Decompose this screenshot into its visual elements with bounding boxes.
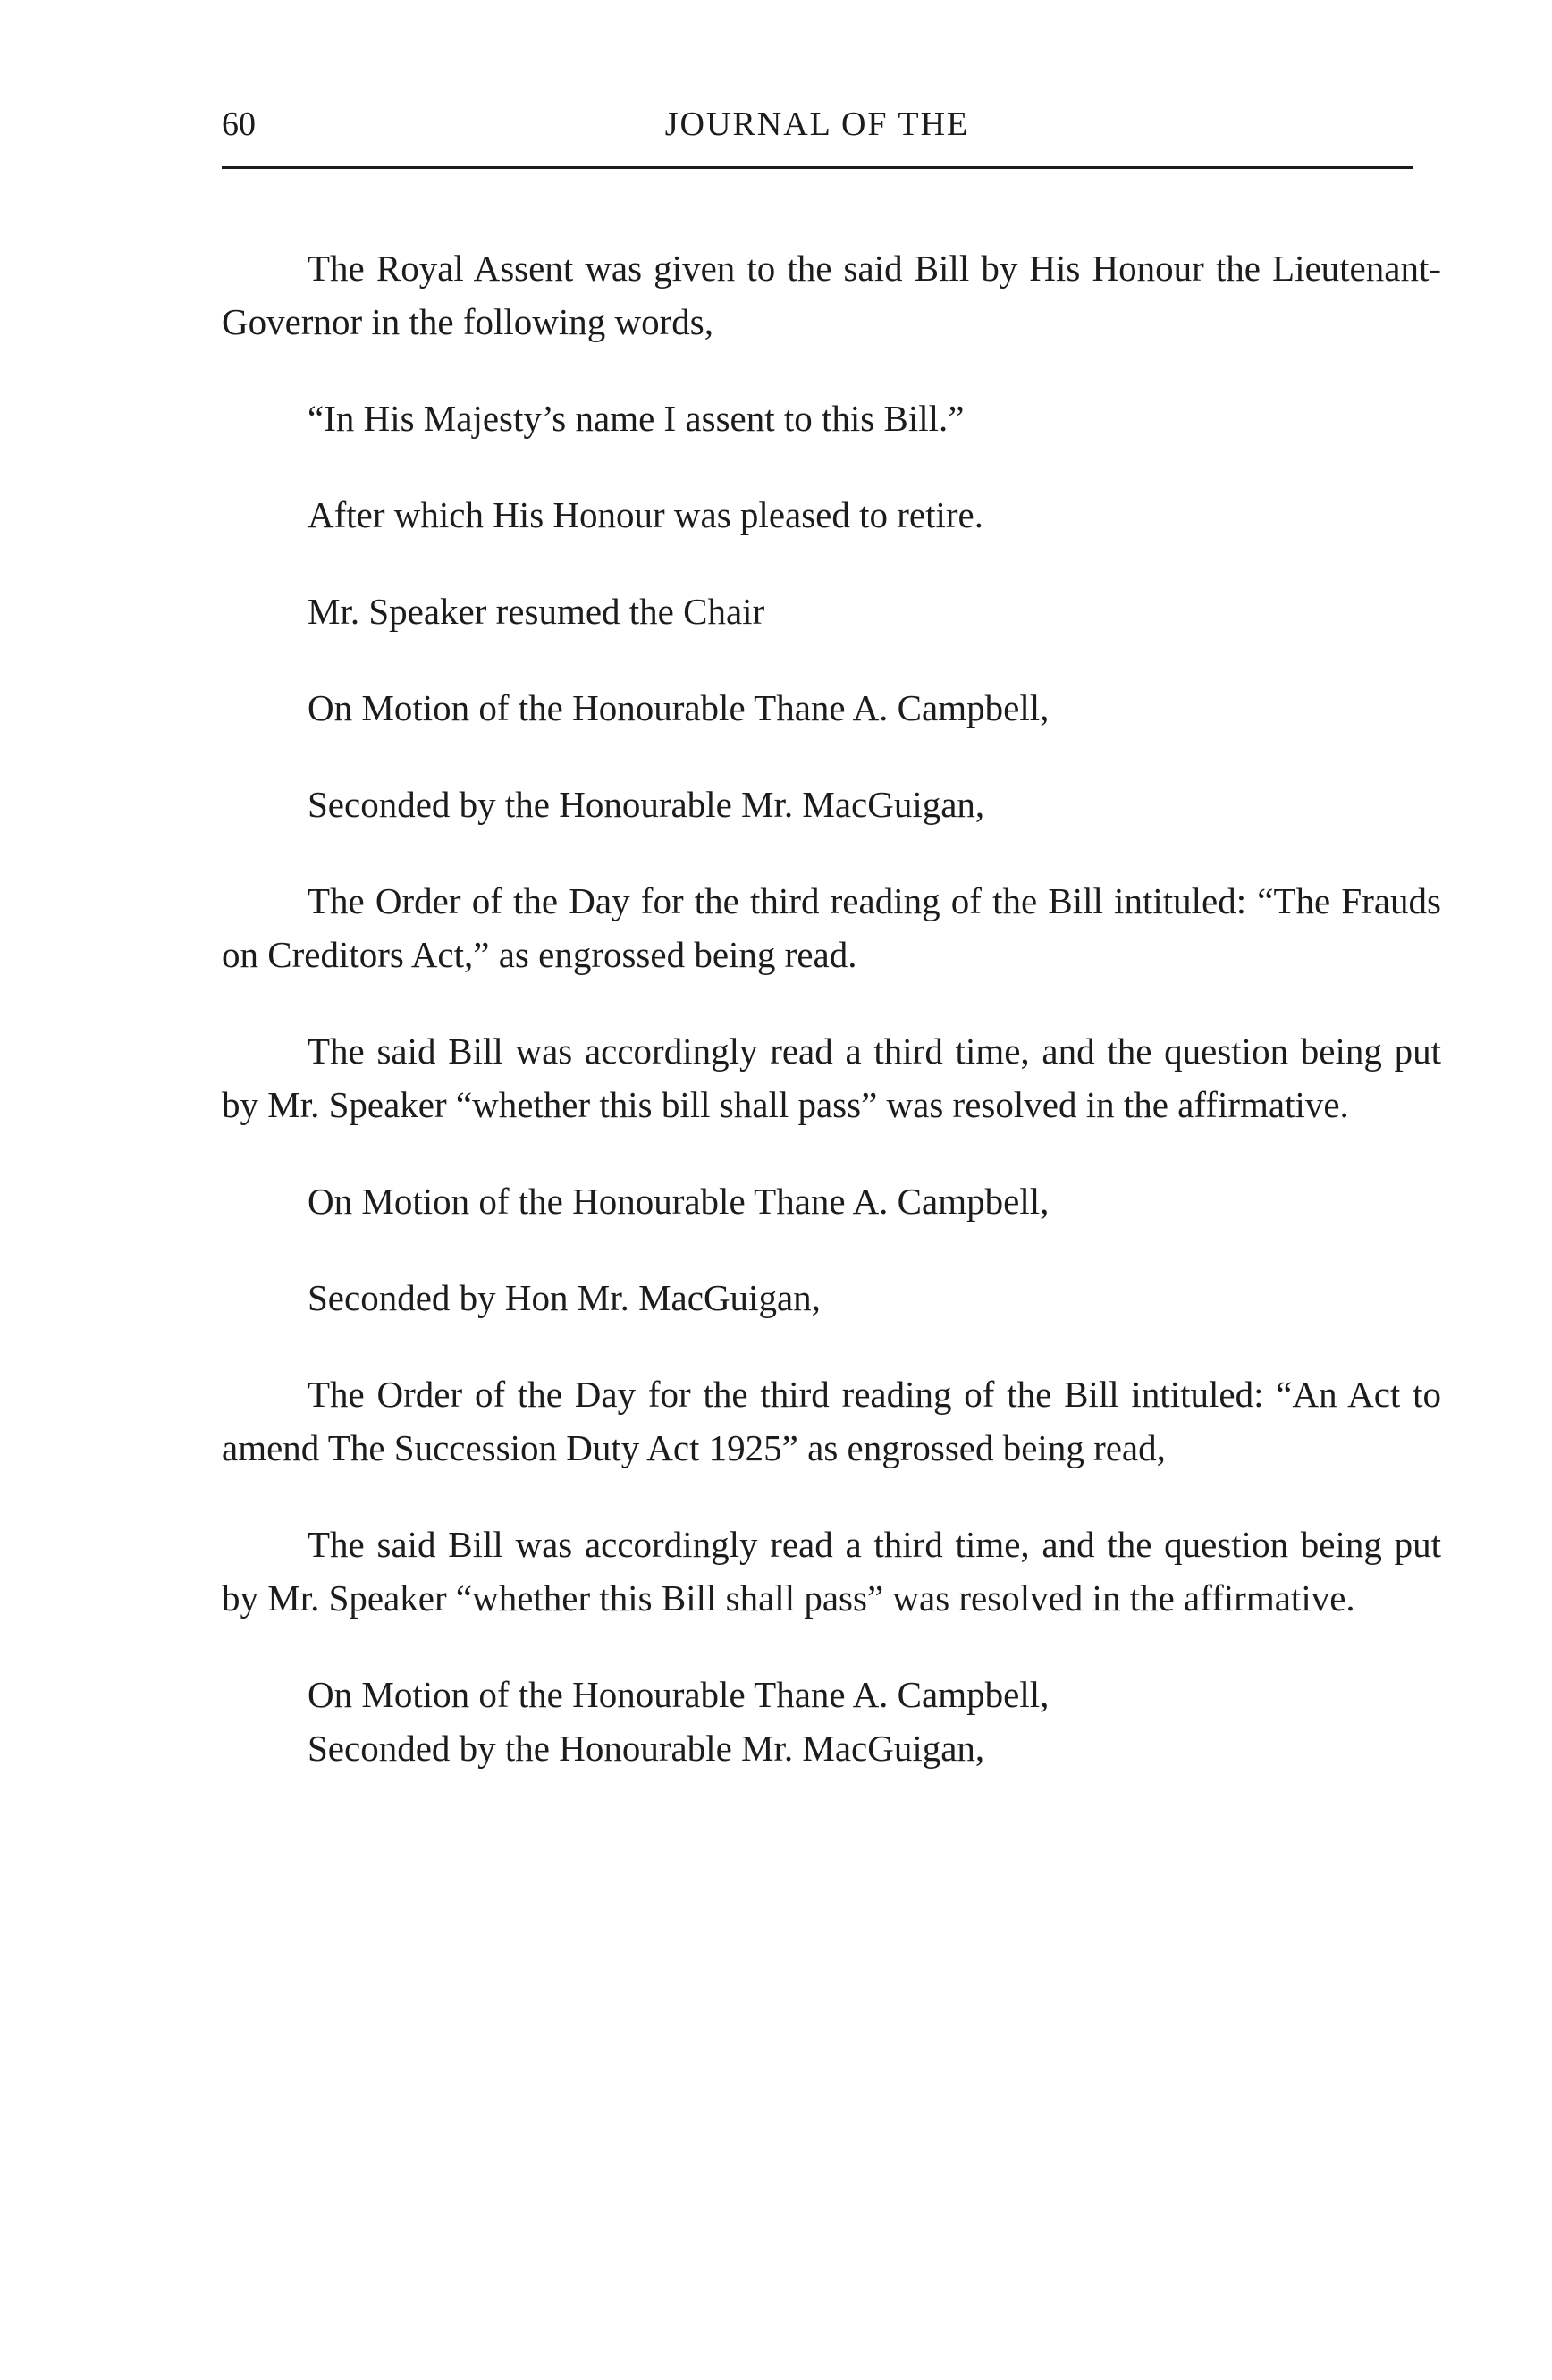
paragraph-motion-1: On Motion of the Honourable Thane A. Campbell, xyxy=(308,687,1050,728)
paragraph-assent-words: “In His Majesty’s name I assent to this Bill.” xyxy=(308,398,965,439)
paragraph-order-succession-act: The Order of the Day for the third reading of the Bill intituled: “An Act to amend The Succession Duty Act 1925” as engrossed being read, xyxy=(222,1374,1441,1468)
paragraph-third-reading-2: The said Bill was accordingly read a third time, and the question being put by Mr. Speaker “whether this Bill shall pass” was resolved in the affirmative. xyxy=(222,1524,1441,1619)
page-number: 60 xyxy=(222,105,256,143)
paragraph-seconded-1: Seconded by the Honourable Mr. MacGuigan, xyxy=(308,784,985,825)
page-header xyxy=(222,104,1413,157)
paragraph-speaker-resumed: Mr. Speaker resumed the Chair xyxy=(308,591,765,632)
paragraph-order-frauds-act: The Order of the Day for the third reading of the Bill intituled: “The Frauds on Creditors Act,” as engrossed being read. xyxy=(222,880,1441,975)
paragraph-royal-assent: The Royal Assent was given to the said Bill by His Honour the Lieutenant-Governor in the following words, xyxy=(222,248,1441,342)
paragraph-seconded-3: Seconded by the Honourable Mr. MacGuigan, xyxy=(308,1728,985,1769)
journal-body xyxy=(222,241,1441,1775)
paragraph-third-reading-1: The said Bill was accordingly read a third time, and the question being put by Mr. Speaker “whether this bill shall pass” was resolved in the affirmative. xyxy=(222,1030,1441,1125)
paragraph-seconded-2: Seconded by Hon Mr. MacGuigan, xyxy=(308,1277,821,1318)
paragraph-retire: After which His Honour was pleased to retire. xyxy=(308,494,983,535)
running-title: JOURNAL OF THE xyxy=(664,105,970,143)
header-rule xyxy=(222,166,1413,169)
paragraph-motion-2: On Motion of the Honourable Thane A. Campbell, xyxy=(308,1181,1050,1222)
paragraph-motion-3: On Motion of the Honourable Thane A. Campbell, xyxy=(308,1674,1050,1715)
